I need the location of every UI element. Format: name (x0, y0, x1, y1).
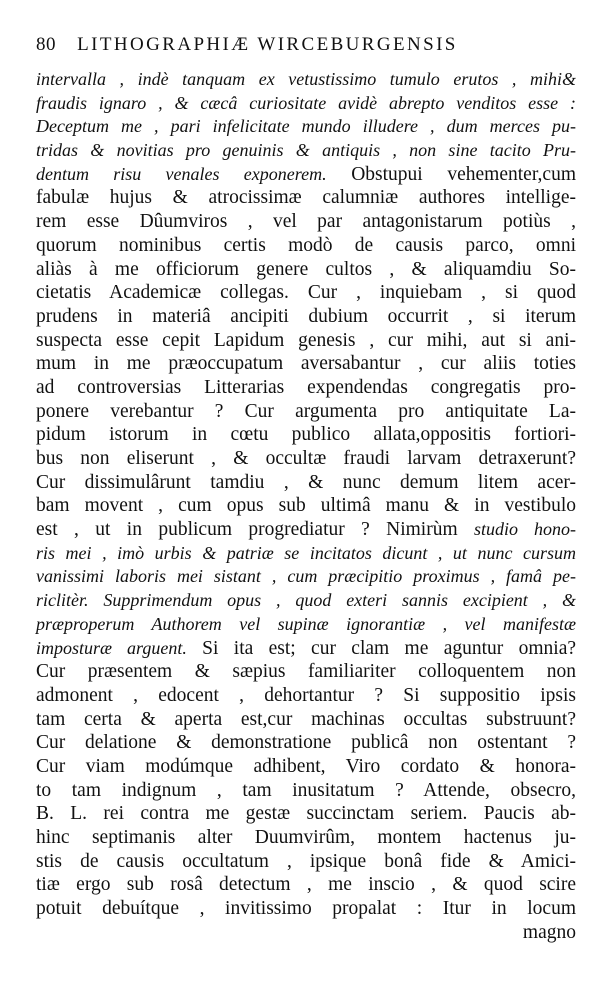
text-line: vanissimi laboris mei sistant , cum præcipitio proximus , famâ pe- (36, 566, 576, 587)
text-line: Cur delatione & demonstratione publicâ non ostentant ? (36, 732, 576, 754)
text-line: præproperum Authorem vel supinæ ignorantiæ , vel manifestæ (36, 613, 576, 634)
running-title: LITHOGRAPHIÆ WIRCEBURGENSIS (77, 34, 458, 55)
text-line: dentum risu venales exponerem. Obstupui vehementer,cum (36, 163, 576, 185)
text-line: tridas & novitias pro genuinis & antiquis , non sine tacito Pru- (36, 140, 576, 161)
text-line: aliàs à me officiorum genere cultos , & aliquamdiu So- (36, 258, 576, 280)
text-line: Cur præsentem & sæpius familiariter colloquentem non (36, 661, 576, 683)
text-line: tam certa & aperta est,cur machinas occultas substruunt? (36, 708, 576, 730)
text-line: fraudis ignaro , & cæcâ curiositate avidè abrepto venditos esse : (36, 92, 576, 113)
text-line: admonent , edocent , dehortantur ? Si suppositio ipsis (36, 684, 576, 706)
body-text (36, 68, 576, 944)
text-line: hinc septimanis alter Duumvirûm, montem hactenus ju- (36, 827, 576, 848)
text-line: bus non eliserunt , & occultæ fraudi larvam detraxerunt? (36, 448, 576, 469)
text-line: riclitèr. Supprimendum opus , quod exteri sannis excipient , & (36, 590, 576, 611)
text-line: suspecta esse cepit Lapidum genesis , cur mihi, aut si ani- (36, 329, 576, 351)
text-line: est , ut in publicum progrediatur ? Nimirùm studio hono- (36, 519, 576, 541)
catchword: magno (522, 921, 576, 943)
text-line: cietatis Academicæ collegas. Cur , inquiebam , si quod (36, 282, 576, 304)
text-line: potuit debuítque , invitissimo propalat : Itur in locum (36, 898, 576, 920)
text-line: tiæ ergo sub rosâ detectum , me inscio , & quod scire (36, 874, 576, 896)
text-line: Cur dissimulârunt tamdiu , & nunc demum litem acer- (36, 471, 576, 493)
text-line: ris mei , imò urbis & patriæ se incitatos dicunt , ut nunc cursum (36, 542, 576, 563)
text-line: mum in me præoccupatum aversabantur , cur aliis toties (36, 353, 576, 375)
text-line: to tam indignum , tam inusitatum ? Attende, obsecro, (36, 779, 576, 801)
text-line: prudens in materiâ ancipiti dubium occurrit , si iterum (36, 305, 576, 327)
text-line: ponere verebantur ? Cur argumenta pro antiquitate La- (36, 400, 576, 422)
text-line: ad controversias Litterarias expendendas congregatis pro- (36, 376, 576, 398)
text-line: B. L. rei contra me gestæ succinctam seriem. Paucis ab- (36, 803, 576, 825)
text-line: Cur viam modúmque adhibent, Viro cordato & honora- (36, 755, 576, 777)
text-line: fabulæ hujus & atrocissimæ calumniæ authores intellige- (36, 187, 576, 209)
text-line: rem esse Dûumviros , vel par antagonistarum potiùs , (36, 211, 576, 233)
page-number: 80 (36, 34, 56, 55)
text-line: pidum istorum in cœtu publico allata,oppositis fortiori- (36, 424, 576, 446)
text-line: stis de causis occultatum , ipsique bonâ fide & Amici- (36, 850, 576, 872)
text-line: intervalla , indè tanquam ex vetustissimo tumulo erutos , mihi& (36, 69, 576, 89)
text-line: quorum nominibus certis modò de causis parco, omni (36, 234, 576, 256)
running-header (36, 34, 576, 60)
text-line: Deceptum me , pari infelicitate mundo illudere , dum merces pu- (36, 116, 576, 137)
text-line: bam movent , cum opus sub ultimâ manu & in vestibulo (36, 495, 576, 517)
text-line: imposturæ arguent. Si ita est; cur clam me aguntur omnia? (36, 637, 577, 659)
